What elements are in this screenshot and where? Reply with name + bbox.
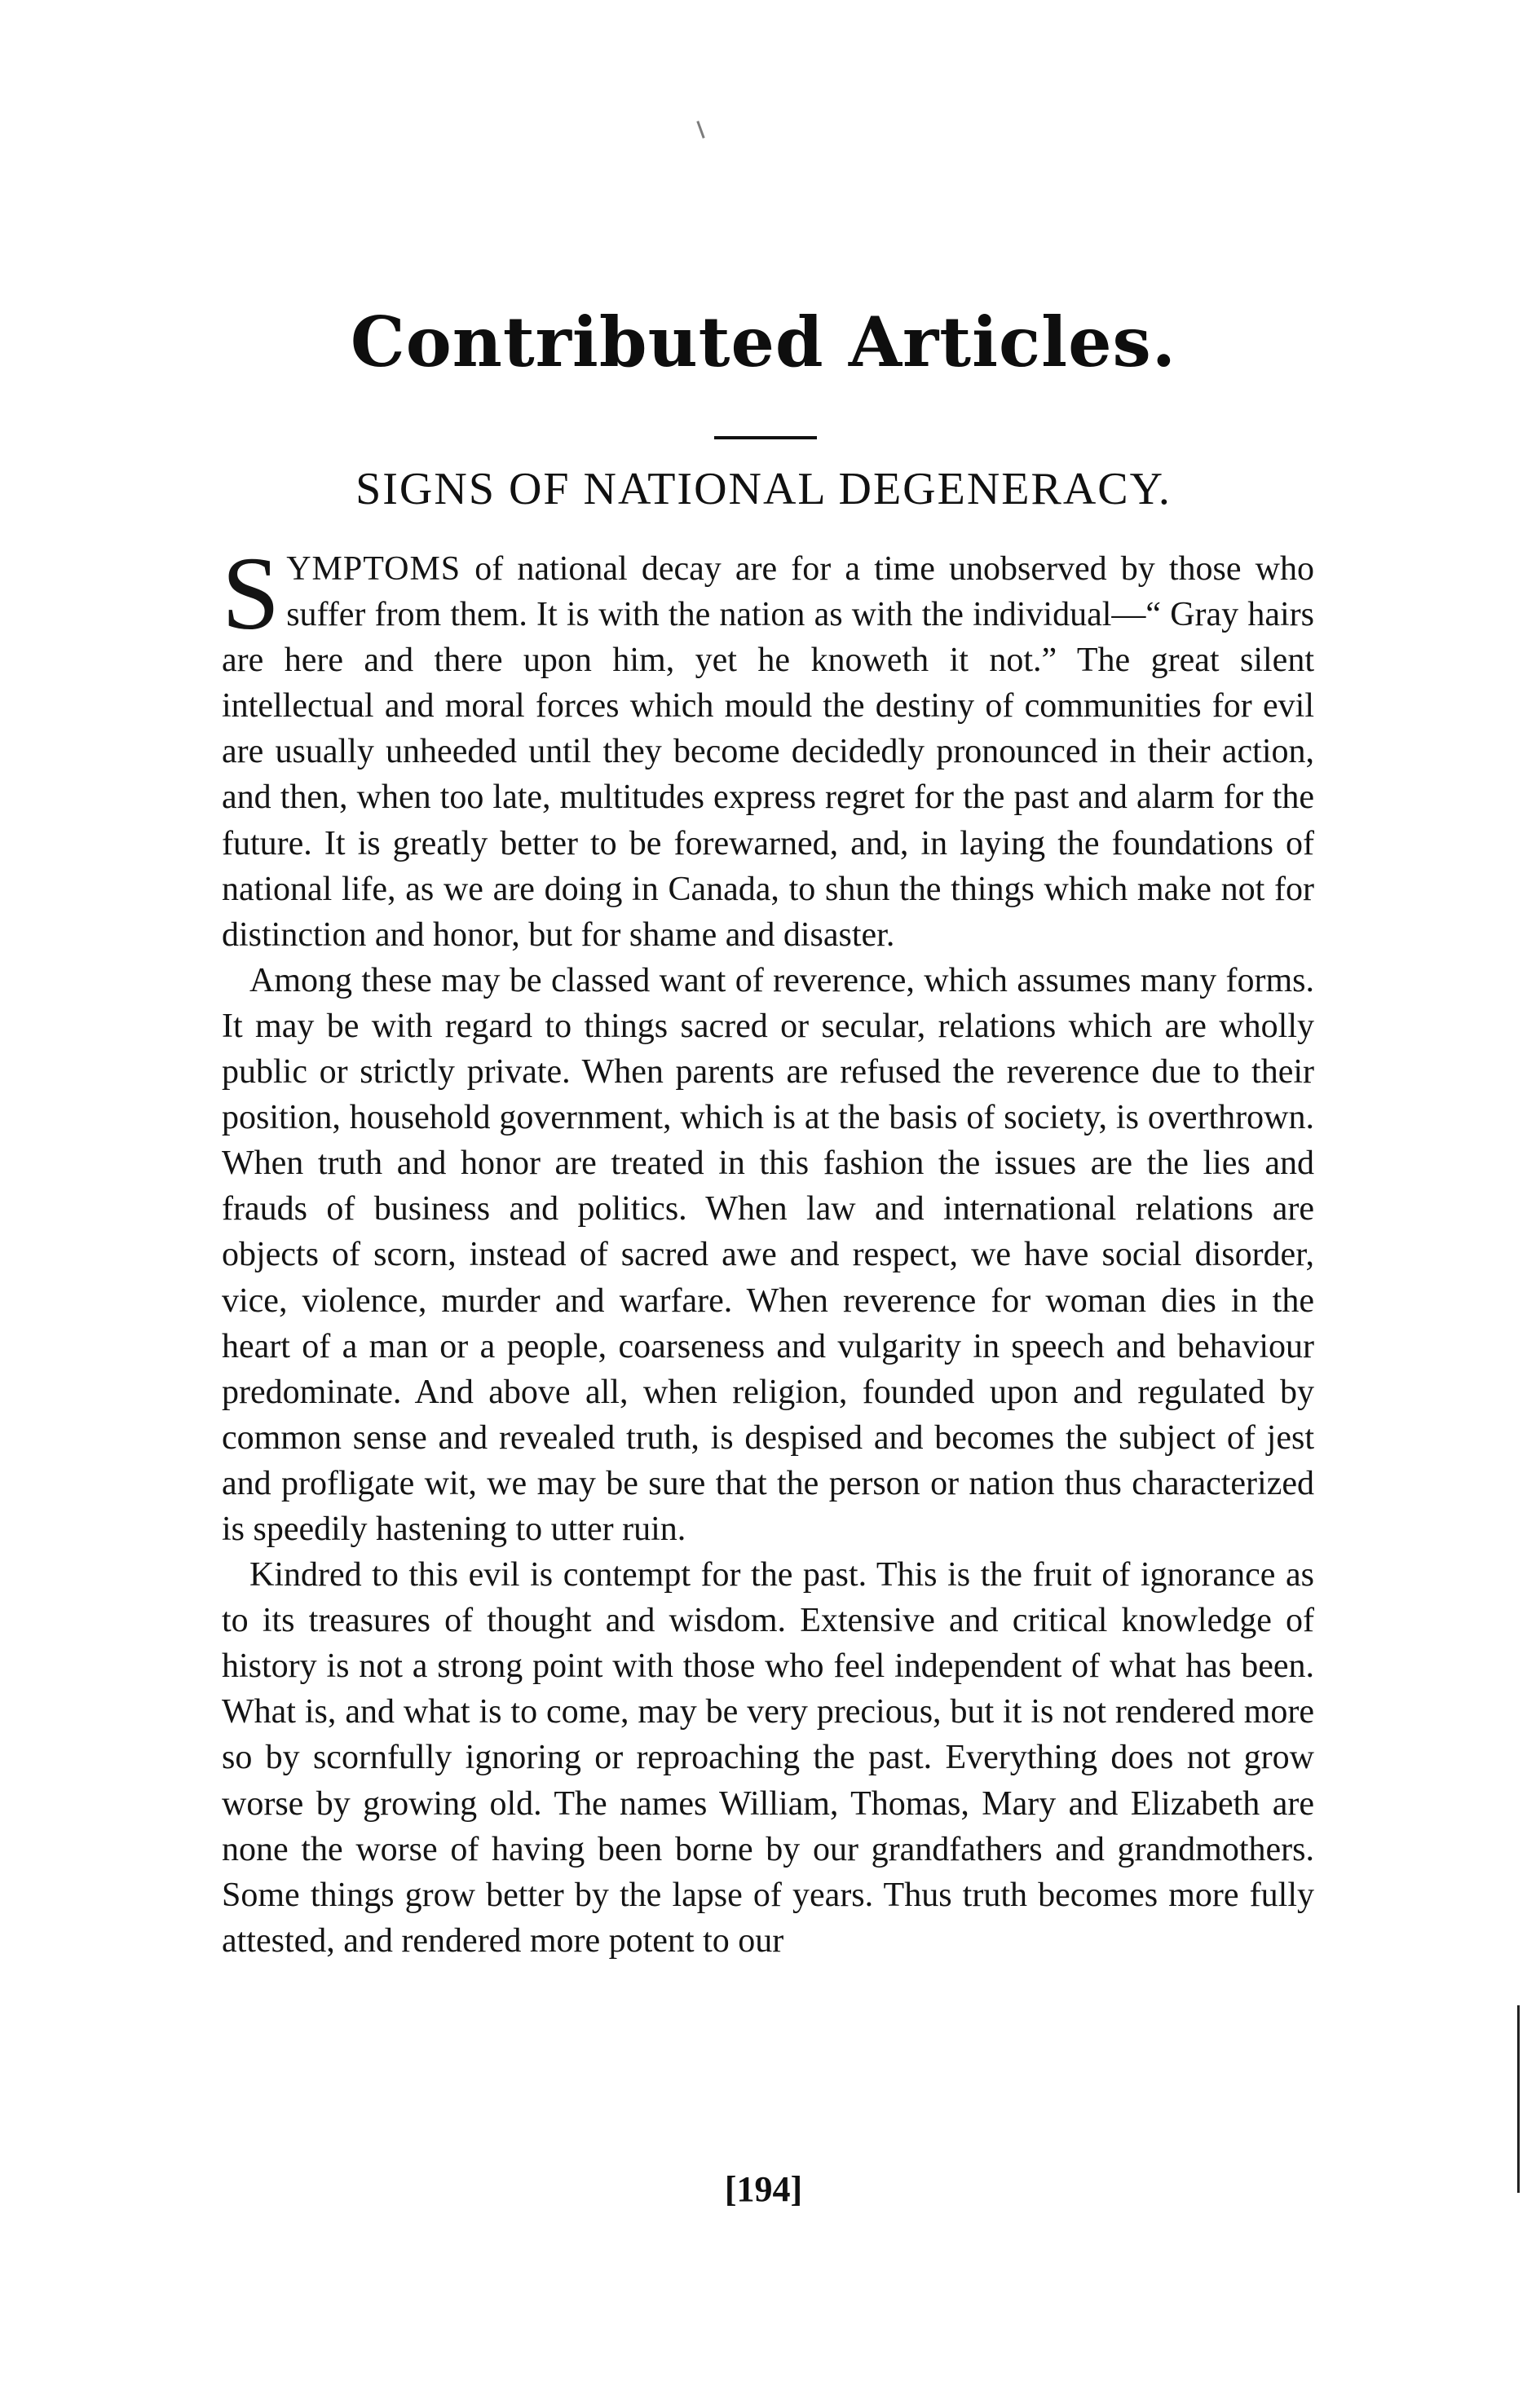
- paragraph-1: [222, 536, 1314, 958]
- print-speck: [696, 121, 704, 139]
- scan-margin-line: [1517, 2005, 1520, 2193]
- section-heading: Contributed Articles.: [350, 302, 1177, 382]
- paragraph-lead-caps: YMPTOMS: [286, 550, 461, 588]
- paragraph-3: Kindred to this evil is contempt for the past. This is the fruit of ignorance as to its treasures of thought and wisdom. Extensive and critical knowledge of history is not a strong point with those who feel independent of what has been. What is, and what is to come, may be very precious, but it is not rendered more so by scornfully ignoring or reproaching the past. Everything does not grow worse by growing old. The names William, Thomas, Mary and Elizabeth are none the worse of having been borne by our grandfathers and grandmothers. Some things grow better by the lapse of years. Thus truth becomes more fully attested, and rendered more potent to our: [222, 1556, 1314, 1960]
- paragraph-1-text: of national decay are for a time unobserved by those who suffer from them. It is with the nation as with the individual—“ Gray hairs are here and there upon him, yet he knoweth it not.” The great silent intellectual and moral forces which mould the destiny of communities for evil are usually unheeded until they become decidedly pronounced in their action, and then, when too late, multitudes express regret for the past and alarm for the future. It is greatly better to be forewarned, and, in laying the foundations of national life, as we are doing in Canada, to shun the things which make not for distinction and honor, but for shame and disaster.: [222, 550, 1314, 954]
- title-rule: [714, 436, 817, 439]
- paragraph-2: Among these may be classed want of reverence, which assumes many forms. It may be with regard to things sacred or secular, relations which are wholly public or strictly private. When parents are refused the reverence due to their position, household government, which is at the basis of society, is overthrown. When truth and honor are treated in this fashion the issues are the lies and frauds of business and politics. When law and international relations are objects of scorn, instead of sacred awe and respect, we have social disorder, vice, violence, murder and warfare. When reverence for woman dies in the heart of a man or a people, coarseness and vulgarity in speech and behaviour predominate. And above all, when religion, founded upon and regulated by common sense and revealed truth, is despised and becomes the subject of jest and profligate wit, we may be sure that the person or nation thus characterized is speedily hastening to utter ruin.: [222, 961, 1314, 1548]
- page-number: [194]: [724, 2169, 803, 2209]
- article-title: SIGNS OF NATIONAL DEGENERACY.: [355, 464, 1172, 514]
- article-body: [222, 536, 1314, 1964]
- drop-cap: S: [222, 536, 280, 651]
